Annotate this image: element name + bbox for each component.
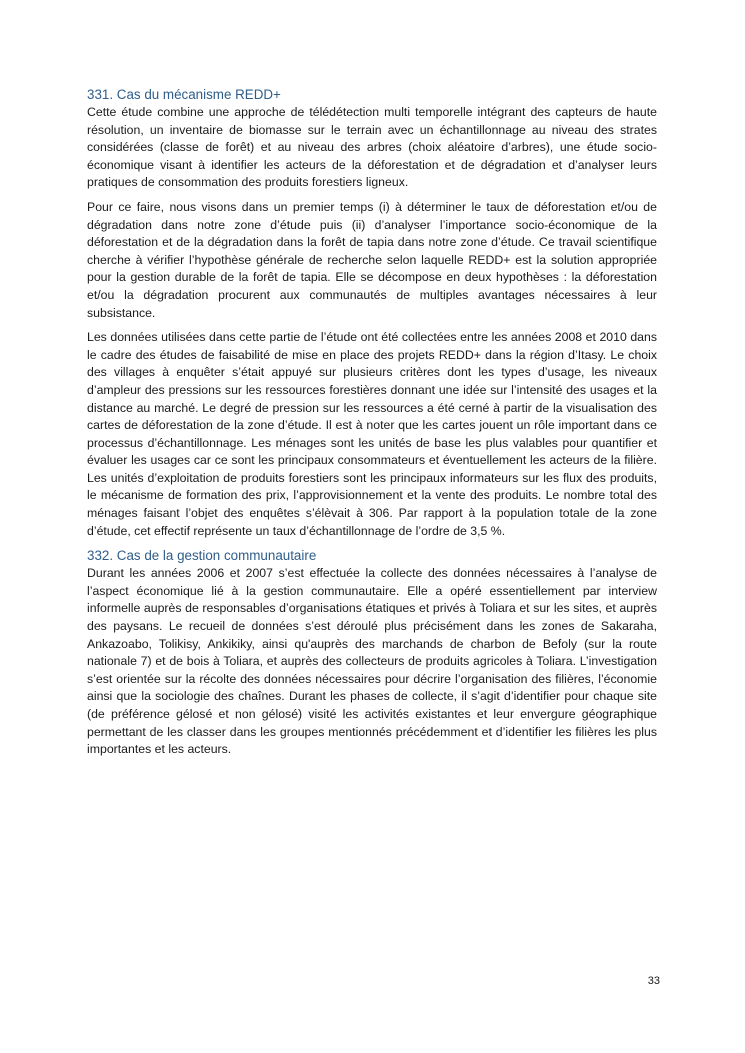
paragraph: Pour ce faire, nous visons dans un premier temps (i) à déterminer le taux de déforestation et/ou de dégradation dans notre zone d’étude puis (ii) d’analyser l’importance socio-économique de la déforestation et de la dégradation dans la forêt de tapia dans notre zone d’étude. Ce travail scientifique cherche à vérifier l’hypothèse générale de recherche selon laquelle REDD+ est la solution appropriée pour la gestion durable de la forêt de tapia. Elle se décompose en deux hypothèses : la déforestation et/ou la dégradation procurent aux communautés de multiples avantages nécessaires à leur subsistance. xyxy=(87,199,657,320)
paragraph: Les données utilisées dans cette partie de l’étude ont été collectées entre les années 2008 et 2010 dans le cadre des études de faisabilité de mise en place des projets REDD+ dans la région d’Itasy. Le choix des villages à enquêter s’était appuyé sur plusieurs critères dont les types d’usage, les niveaux d’ampleur des pressions sur les ressources forestières donnant une idée sur l’intensité des usages et la distance au marché. Le degré de pression sur les ressources a été cerné à partir de la visualisation des cartes de déforestation de la zone d’étude. Il est à noter que les cartes jouent un rôle important dans ce processus d’échantillonnage. Les ménages sont les unités de base les plus valables pour quantifier et évaluer les usages car ce sont les principaux consommateurs et éventuellement les acteurs de la filière. Les unités d’exploitation de produits forestiers sont les principaux informateurs sur les flux des produits, le mécanisme de formation des prix, l’approvisionnement et la vente des produits. Le nombre total des ménages faisant l’objet des enquêtes s’élèvait à 306. Par rapport à la population totale de la zone d’étude, cet effectif représente un taux d’échantillonnage de l’ordre de 3,5 %. xyxy=(87,330,657,538)
paragraph: Durant les années 2006 et 2007 s’est effectuée la collecte des données nécessaires à l’analyse de l’aspect économique lié à la gestion communautaire. Elle a opéré essentiellement par interview informelle auprès de responsables d’organisations étatiques et privés à Toliara et sur les sites, et auprès des paysans. Le recueil de données s’est déroulé plus précisément dans les zones de Sakaraha, Ankazoabo, Tolikisy, Ankikiky, ainsi qu'auprès des marchands de charbon de Befoly (sur la route nationale 7) et de bois à Toliara, et auprès des collecteurs de produits agricoles à Toliara. L’investigation s’est orientée sur la récolte des données nécessaires pour décrire l’organisation des filières, l’économie ainsi que la sociologie des chaînes. Durant les phases de collecte, il s’agit d’identifier pour chaque site (de préférence gélosé et non gélosé) visité les activités existantes et leur envergure géographique permettant de les classer dans les groupes mentionnés précédemment et d’identifier les filières les plus importantes et les acteurs. xyxy=(87,566,657,757)
page-number: 33 xyxy=(647,975,660,987)
section-heading-gestion-communautaire: 332. Cas de la gestion communautaire xyxy=(87,548,317,564)
paragraph: Cette étude combine une approche de télédétection multi temporelle intégrant des capteurs de haute résolution, un inventaire de biomasse sur le terrain avec un échantillonnage au niveau des strates considérées (classe de forêt) et au niveau des arbres (choix aléatoire d’arbres), une étude socio-économique visant à identifier les acteurs de la déforestation et de dégradation et d’analyser leurs pratiques de consommation des produits forestiers ligneux. xyxy=(87,105,657,190)
section-heading-redd: 331. Cas du mécanisme REDD+ xyxy=(87,87,281,102)
page-content xyxy=(87,86,657,766)
